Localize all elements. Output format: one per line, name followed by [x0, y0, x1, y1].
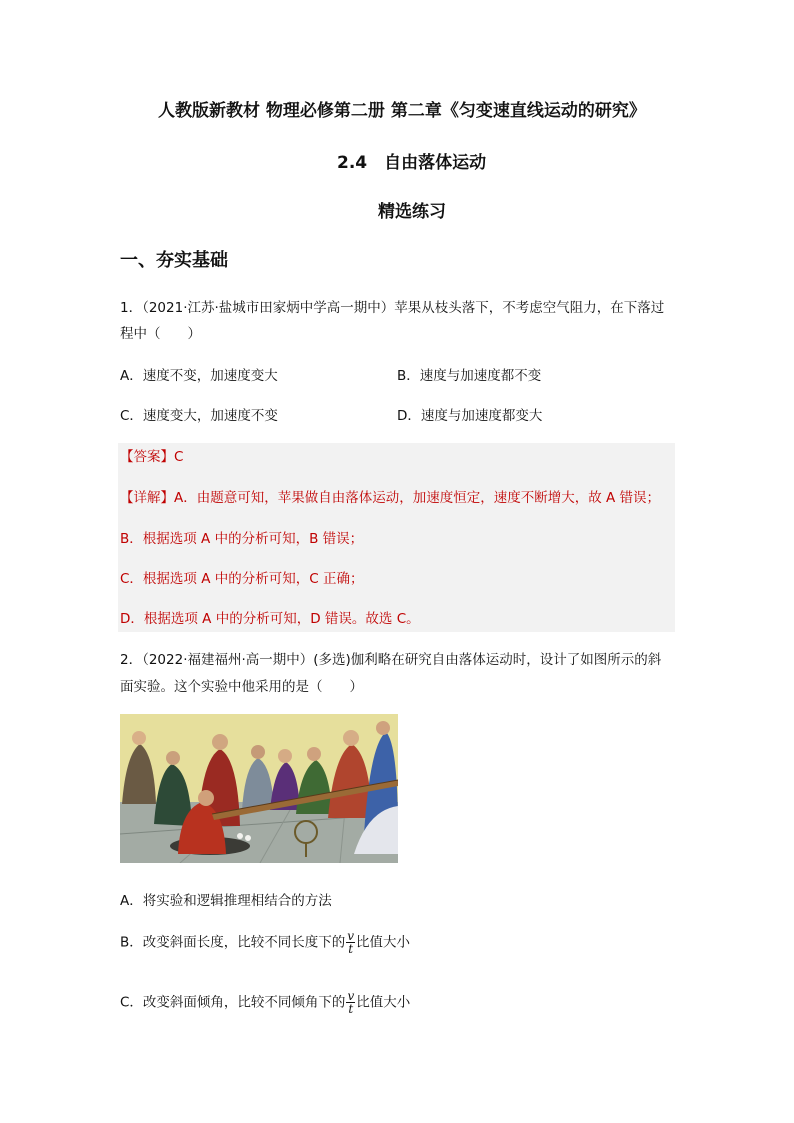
detail-line-1 [120, 486, 660, 506]
v-over-t-fraction [346, 930, 355, 955]
answer-line [120, 445, 183, 465]
fraction-numerator: v [347, 929, 355, 943]
question-1-line-1: 1．（2021·江苏·盐城市田家炳中学高一期中）苹果从枝头落下，不考虑空气阻力，在下落过 [120, 300, 665, 316]
option-c-text: C．改变斜面倾角，比较不同倾角下的 [120, 994, 346, 1011]
question-2-option-a: A．将实验和逻辑推理相结合的方法 [120, 893, 332, 909]
detail-line-2: B．根据选项 A 中的分析可知，B 错误； [120, 531, 364, 547]
detail-line-4: D．根据选项 A 中的分析可知，D 错误。故选 C。 [120, 611, 420, 627]
question-1-option-b: B．速度与加速度都不变 [397, 368, 542, 384]
question-1-line-2: 程中（ ） [120, 326, 201, 342]
question-1-option-c: C．速度变大，加速度不变 [120, 408, 278, 424]
galileo-inclined-plane-illustration [120, 714, 398, 863]
v-over-t-fraction [346, 990, 355, 1015]
detail-line-3: C．根据选项 A 中的分析可知，C 正确； [120, 571, 364, 587]
detail-text-1: A．由题意可知，苹果做自由落体运动，加速度恒定，速度不断增大，故 A 错误； [174, 490, 661, 506]
answer-value: C [174, 449, 184, 465]
detail-tag: 【详解】 [120, 490, 174, 506]
page-subtitle: 精选练习 [378, 202, 446, 222]
option-b-text: B．改变斜面长度，比较不同长度下的 [120, 934, 346, 951]
question-2-line-2: 面实验。这个实验中他采用的是（ ） [120, 679, 363, 695]
fraction-denominator: t [348, 942, 354, 956]
option-b-suffix: 比值大小 [356, 934, 411, 951]
fraction-numerator: v [347, 989, 355, 1003]
question-2-option-c [120, 990, 410, 1015]
section-heading: 一、夯实基础 [120, 250, 228, 271]
question-1-option-d: D．速度与加速度都变大 [397, 408, 543, 424]
answer-tag: 【答案】 [120, 449, 174, 465]
question-2-line-1: 2．（2022·福建福州·高一期中）(多选)伽利略在研究自由落体运动时，设计了如图所示的斜 [120, 652, 662, 668]
question-1-option-a: A．速度不变，加速度变大 [120, 368, 278, 384]
fraction-denominator: t [348, 1002, 354, 1016]
option-c-suffix: 比值大小 [356, 994, 411, 1011]
question-2-option-b [120, 930, 410, 955]
document-title: 人教版新教材 物理必修第二册 第二章《匀变速直线运动的研究》 [158, 101, 646, 121]
lesson-title: 2.4 自由落体运动 [337, 153, 487, 173]
